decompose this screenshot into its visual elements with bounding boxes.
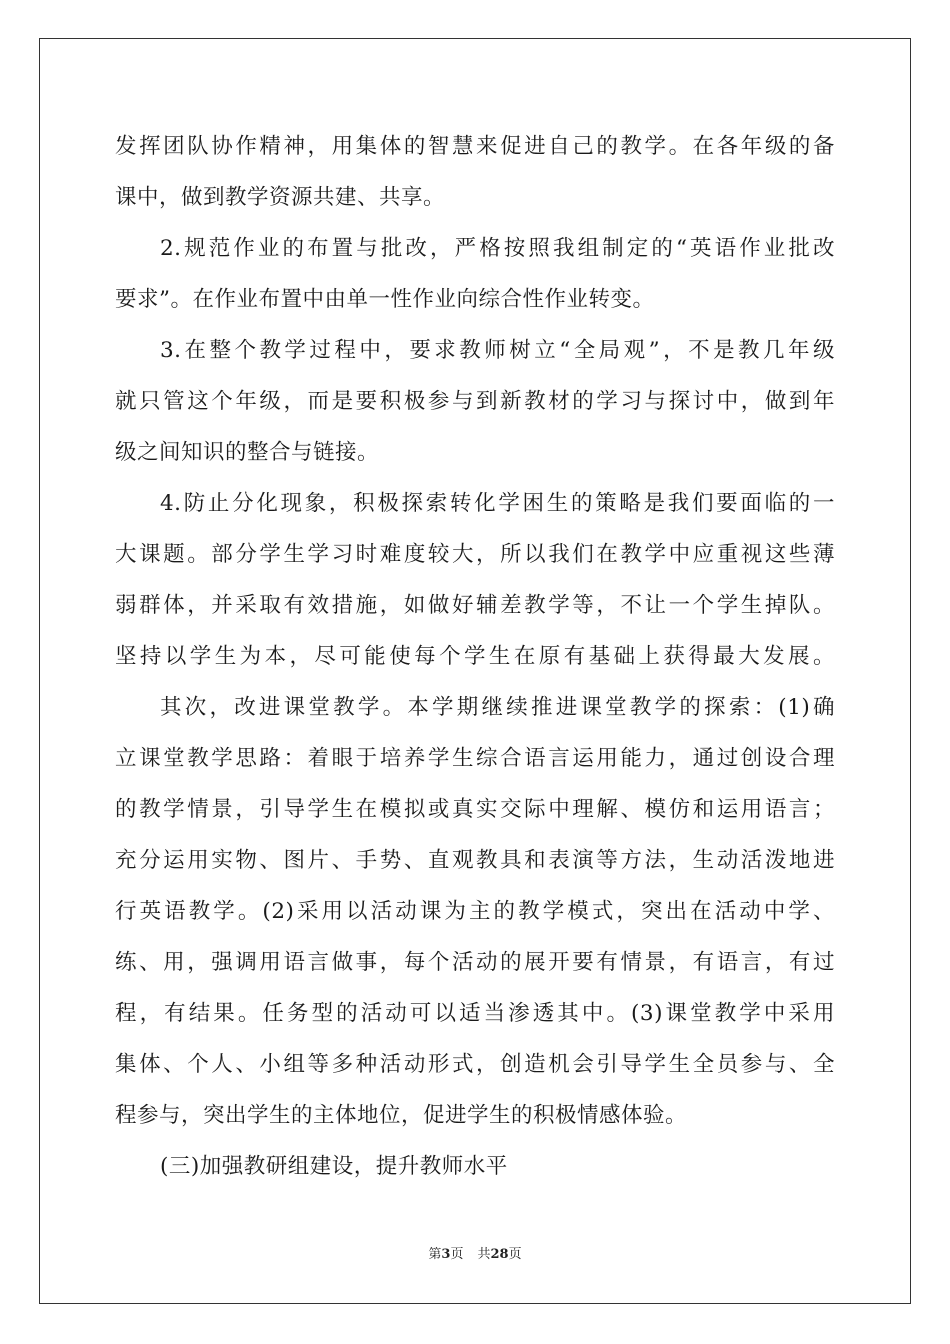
text-line: 行英语教学。(2)采用以活动课为主的教学模式，突出在活动中学、 [115, 899, 835, 924]
text-line: 弱群体，并采取有效措施，如做好辅差教学等，不让一个学生掉队。 [115, 593, 835, 618]
text-line: 的教学情景，引导学生在模拟或真实交际中理解、模仿和运用语言； [115, 797, 835, 822]
text-line: 集体、个人、小组等多种活动形式，创造机会引导学生全员参与、全 [115, 1052, 835, 1077]
text-line: 坚持以学生为本，尽可能使每个学生在原有基础上获得最大发展。 [115, 644, 835, 669]
text-line: 级之间知识的整合与链接。 [115, 440, 380, 465]
section-heading: (三)加强教研组建设，提升教师水平 [160, 1154, 508, 1179]
text-line: 程参与，突出学生的主体地位，促进学生的积极情感体验。 [115, 1103, 688, 1128]
text-line: 要求”。在作业布置中由单一性作业向综合性作业转变。 [115, 287, 655, 312]
total-unit: 页 [508, 1247, 522, 1262]
text-line: 其次，改进课堂教学。本学期继续推进课堂教学的探索：(1)确 [160, 695, 835, 720]
current-page-number: 3 [441, 1247, 451, 1262]
page-footer [0, 1246, 950, 1264]
text-line: 发挥团队协作精神，用集体的智慧来促进自己的教学。在各年级的备 [115, 134, 835, 159]
total-page-count: 28 [490, 1247, 509, 1262]
text-line: 2.规范作业的布置与批改，严格按照我组制定的“英语作业批改 [160, 236, 835, 261]
text-line: 大课题。部分学生学习时难度较大，所以我们在教学中应重视这些薄 [115, 542, 835, 567]
text-line: 4.防止分化现象，积极探索转化学困生的策略是我们要面临的一 [160, 491, 835, 516]
text-line: 练、用，强调用语言做事，每个活动的展开要有情景，有语言，有过 [115, 950, 835, 975]
text-line: 3.在整个教学过程中，要求教师树立“全局观”，不是教几年级 [160, 338, 835, 363]
text-line: 就只管这个年级，而是要积极参与到新教材的学习与探讨中，做到年 [115, 389, 835, 414]
text-line: 充分运用实物、图片、手势、直观教具和表演等方法，生动活泼地进 [115, 848, 835, 873]
page-prefix: 第 [428, 1247, 442, 1262]
text-line: 程，有结果。任务型的活动可以适当渗透其中。(3)课堂教学中采用 [115, 1001, 835, 1026]
text-line: 课中，做到教学资源共建、共享。 [115, 185, 446, 210]
document-body [115, 127, 835, 1198]
text-line: 立课堂教学思路：着眼于培养学生综合语言运用能力，通过创设合理 [115, 746, 835, 771]
page-unit: 页 [450, 1247, 464, 1262]
total-prefix: 共 [477, 1247, 491, 1262]
